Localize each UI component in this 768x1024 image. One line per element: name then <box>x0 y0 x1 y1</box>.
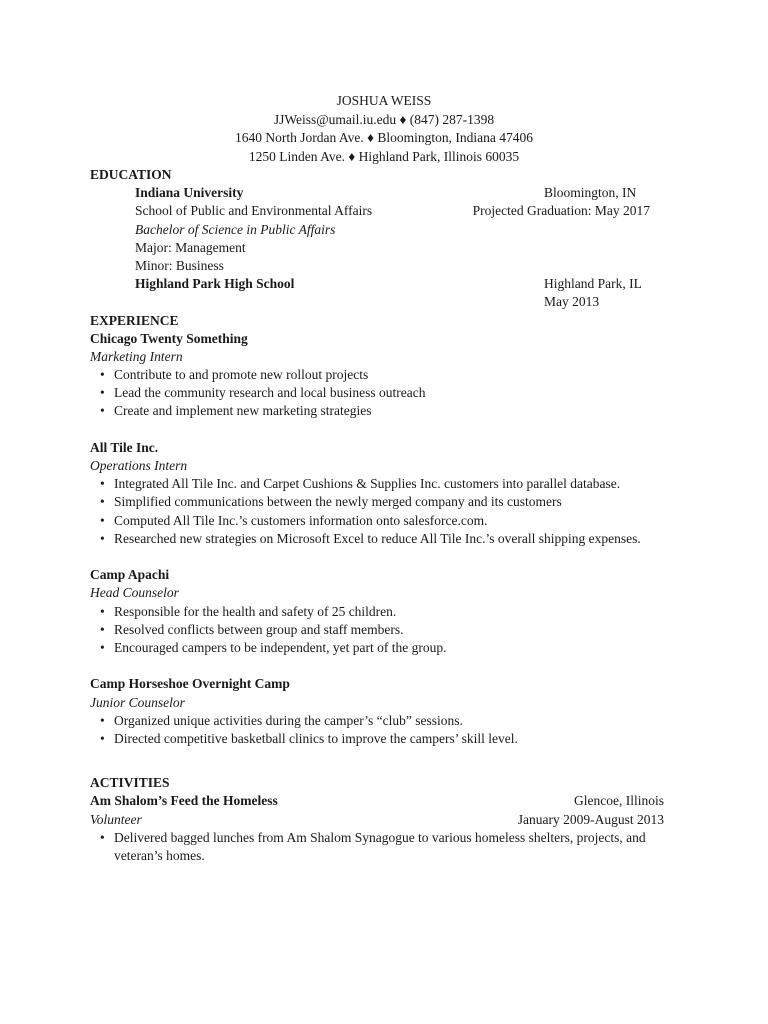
school-location: Bloomington, IN <box>544 185 637 201</box>
minor: Minor: Business <box>135 257 224 273</box>
major: Major: Management <box>135 239 246 255</box>
job-org: Chicago Twenty Something <box>90 330 248 346</box>
experience-heading: EXPERIENCE <box>90 312 179 328</box>
contact-line: JJWeiss@umail.iu.edu ♦ (847) 287-1398 <box>273 111 495 127</box>
job-entry <box>90 439 664 548</box>
bullet-item: • Contribute to and promote new rollout projects <box>90 366 664 384</box>
job-entry <box>90 330 664 421</box>
school-location: Highland Park, IL <box>544 276 642 292</box>
job-bullets <box>90 475 664 548</box>
school-name: Highland Park High School <box>135 276 295 292</box>
activities-heading: ACTIVITIES <box>90 775 170 791</box>
address-line-2: 1250 Linden Ave. ♦ Highland Park, Illinois 60035 <box>248 149 520 165</box>
activity-role: Volunteer <box>90 811 142 827</box>
education-heading: EDUCATION <box>90 167 172 182</box>
bullet-item: • Integrated All Tile Inc. and Carpet Cushions & Supplies Inc. customers into parallel database. <box>90 475 664 493</box>
bullet-item: • Encouraged campers to be independent, yet part of the group. <box>90 639 664 657</box>
bullet-item: • Resolved conflicts between group and staff members. <box>90 621 664 639</box>
resume-body <box>90 166 664 865</box>
bullet-item: • Directed competitive basketball clinics to improve the campers’ skill level. <box>90 730 664 748</box>
activity-entry <box>90 792 664 865</box>
job-bullets <box>90 366 664 421</box>
job-role: Head Counselor <box>90 585 179 601</box>
job-bullets <box>90 712 664 748</box>
school-unit: School of Public and Environmental Affairs <box>135 203 373 219</box>
job-org: All Tile Inc. <box>90 439 159 455</box>
bullet-item: • Delivered bagged lunches from Am Shalom Synagogue to various homeless shelters, projects, and veteran’s homes. <box>90 829 664 865</box>
job-role: Marketing Intern <box>90 348 183 364</box>
candidate-name: JOSHUA WEISS <box>336 93 432 108</box>
job-role: Operations Intern <box>90 458 188 474</box>
job-org: Camp Apachi <box>90 567 170 583</box>
resume-header <box>0 92 768 167</box>
degree: Bachelor of Science in Public Affairs <box>135 221 336 237</box>
job-entry <box>90 675 664 748</box>
graduation-date: Projected Graduation: May 2017 <box>472 203 650 219</box>
address-line-1: 1640 North Jordan Ave. ♦ Bloomington, Indiana 47406 <box>235 130 533 146</box>
job-bullets <box>90 603 664 658</box>
job-org: Camp Horseshoe Overnight Camp <box>90 676 290 692</box>
bullet-item: • Lead the community research and local business outreach <box>90 384 664 402</box>
job-entry <box>90 566 664 657</box>
activity-dates: January 2009-August 2013 <box>517 811 664 827</box>
school-name: Indiana University <box>135 185 244 201</box>
school-date: May 2013 <box>544 294 600 310</box>
bullet-item: • Create and implement new marketing strategies <box>90 402 664 420</box>
bullet-item: • Computed All Tile Inc.’s customers information onto salesforce.com. <box>90 512 664 530</box>
bullet-item: • Responsible for the health and safety of 25 children. <box>90 603 664 621</box>
job-role: Junior Counselor <box>90 694 185 710</box>
activity-bullets <box>90 829 664 865</box>
activity-org: Am Shalom’s Feed the Homeless <box>90 793 278 809</box>
bullet-item: • Organized unique activities during the camper’s “club” sessions. <box>90 712 664 730</box>
activity-location: Glencoe, Illinois <box>574 793 664 809</box>
bullet-item: • Simplified communications between the newly merged company and its customers <box>90 493 664 511</box>
education-section <box>90 184 664 311</box>
bullet-item: • Researched new strategies on Microsoft Excel to reduce All Tile Inc.’s overall shipping expenses. <box>90 530 664 548</box>
